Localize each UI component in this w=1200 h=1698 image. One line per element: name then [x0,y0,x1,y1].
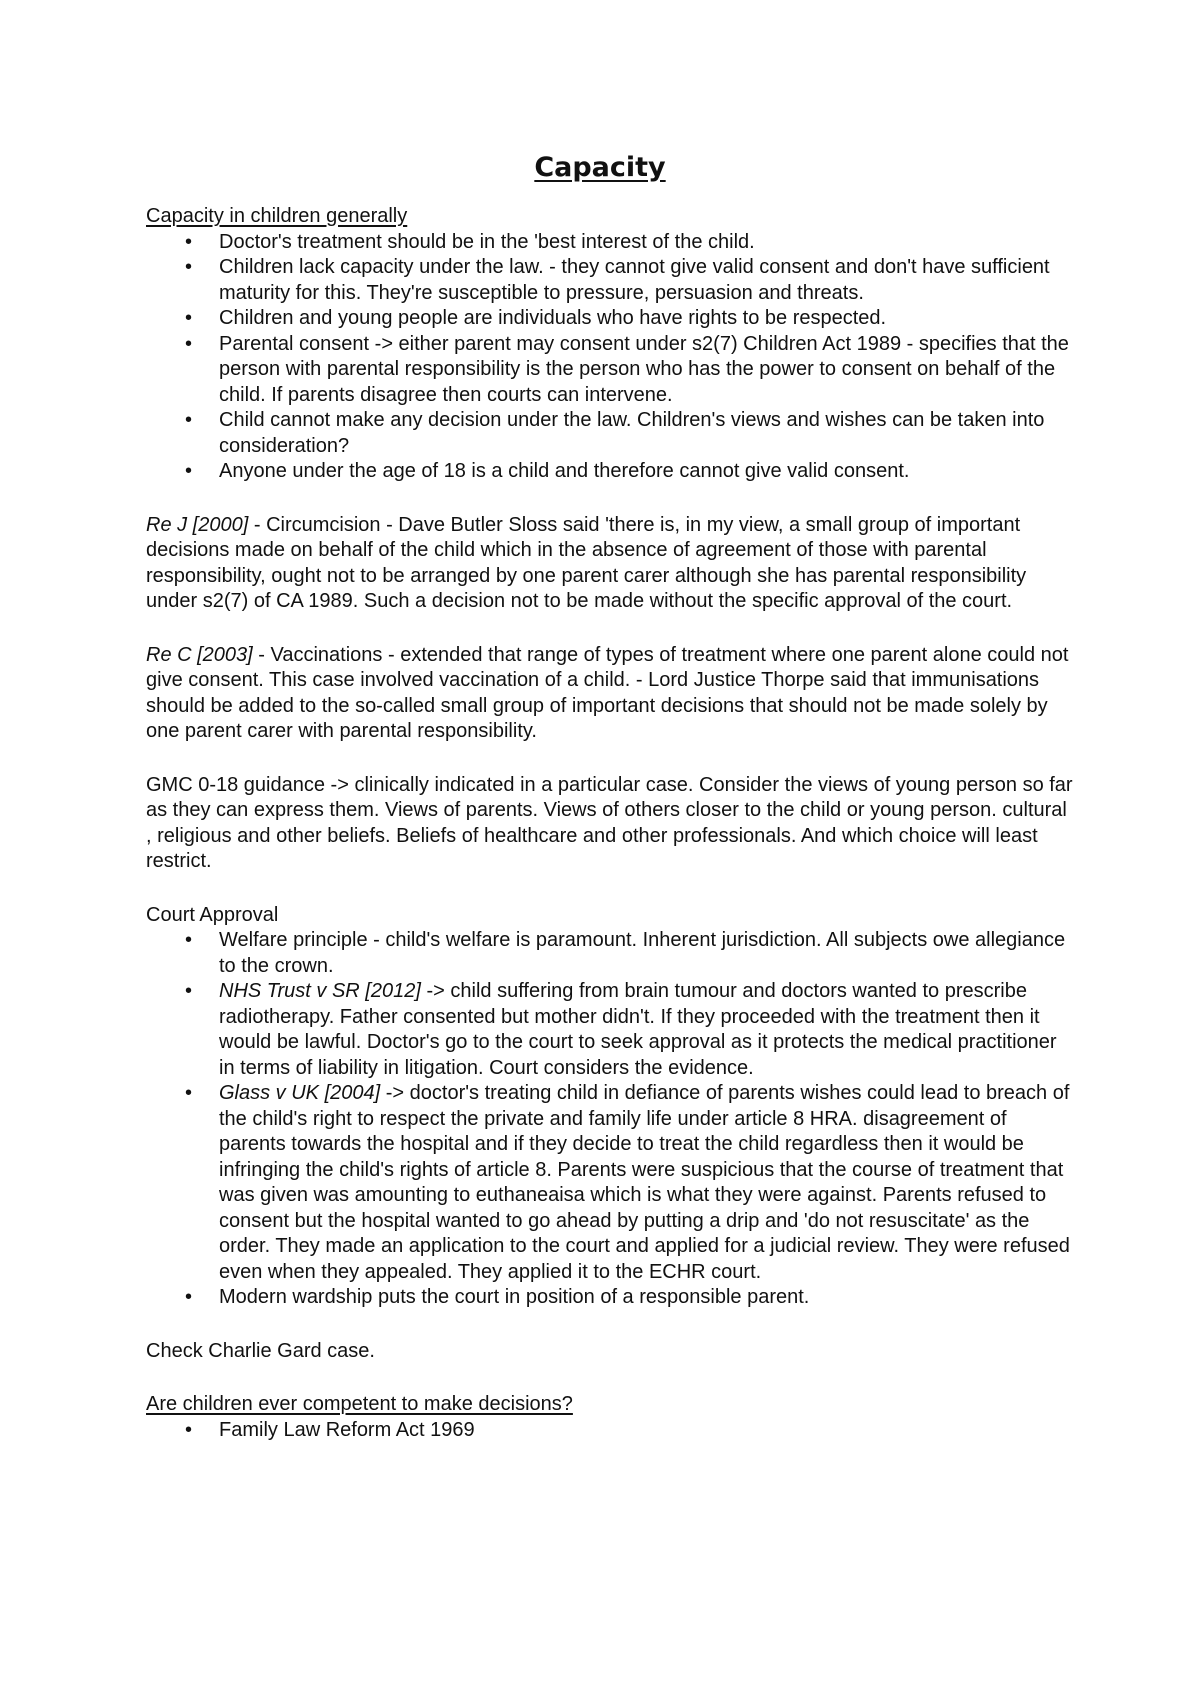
list-item: • Modern wardship puts the court in position of a responsible parent. [146,1285,1076,1311]
case-re-j-paragraph [146,513,1076,615]
list-item: • Children and young people are individuals who have rights to be respected. [146,306,1076,332]
case-text: - Vaccinations - extended that range of types of treatment where one parent alone could not give consent. This case involved vaccination of a child. - Lord Justice Thorpe said that immunisations should be added to the so-called small group of important decisions that should not be made solely by one parent carer with parental responsibility. [146,643,1069,742]
list-item [146,1081,1076,1285]
section-heading-children-competent: Are children ever competent to make decisions? [146,1393,573,1415]
document-body [146,204,1076,1443]
list-item [146,979,1076,1081]
court-approval-bullet-list [146,928,1076,1311]
list-item: • Children lack capacity under the law. - they cannot give valid consent and don't have sufficient maturity for this. They're susceptible to pressure, persuasion and threats. [146,255,1076,306]
case-name: Re C [2003] [146,643,253,666]
list-item: • Family Law Reform Act 1969 [146,1418,1076,1444]
case-re-c-paragraph [146,643,1076,745]
competence-bullet-list [146,1418,1076,1444]
list-item: • Welfare principle - child's welfare is paramount. Inherent jurisdiction. All subjects owe allegiance to the crown. [146,928,1076,979]
list-item: • Doctor's treatment should be in the 'best interest of the child. [146,230,1076,256]
case-name: NHS Trust v SR [2012] [219,980,421,1002]
gmc-guidance-paragraph: GMC 0-18 guidance -> clinically indicated in a particular case. Consider the views of young person so far as they can express them. Views of parents. Views of others closer to the child or young person. cultural , religious and other beliefs. Beliefs of healthcare and other professionals. And which choice will least restrict. [146,773,1073,872]
case-name: Re J [2000] [146,513,249,536]
check-note: Check Charlie Gard case. [146,1339,375,1362]
case-text: -> doctor's treating child in defiance of parents wishes could lead to breach of the child's right to respect the private and family life under article 8 HRA. disagreement of parents towards the hospital and if they decide to treat the child regardless then it would be infringing the child's rights of article 8. Parents were suspicious that the course of treatment that was given was amounting to euthaneaisa which is what they were against. Parents refused to consent but the hospital wanted to go ahead by putting a drip and 'do not resuscitate' as the order. They made an application to the court and applied for a judicial review. They were refused even when they appealed. They applied it to the ECHR court. [219,1082,1070,1283]
case-text: -> child suffering from brain tumour and doctors wanted to prescribe radiotherapy. Father consented but mother didn't. If they proceeded with the treatment then it would be lawful. Doctor's go to the court to seek approval as it protects the medical practitioner in terms of liability in litigation. Court considers the evidence. [219,980,1057,1079]
section-heading-capacity-children: Capacity in children generally [146,205,408,227]
case-text: - Circumcision - Dave Butler Sloss said 'there is, in my view, a small group of important decisions made on behalf of the child which in the absence of agreement of those with parental responsibility, ought not to be arranged by one parent carer although she has parental responsibility under s2(7) of CA 1989. Such a decision not to be made without the specific approval of the court. [146,513,1027,612]
list-item: • Parental consent -> either parent may consent under s2(7) Children Act 1989 - specifies that the person with parental responsibility is the person who has the power to consent on behalf of the child. If parents disagree then courts can intervene. [146,332,1076,409]
section-heading-court-approval: Court Approval [146,903,279,926]
case-name: Glass v UK [2004] [219,1082,381,1104]
page-title: Capacity [534,152,666,183]
capacity-bullet-list [146,230,1076,485]
list-item: • Anyone under the age of 18 is a child and therefore cannot give valid consent. [146,459,1076,485]
list-item: • Child cannot make any decision under the law. Children's views and wishes can be taken into consideration? [146,408,1076,459]
